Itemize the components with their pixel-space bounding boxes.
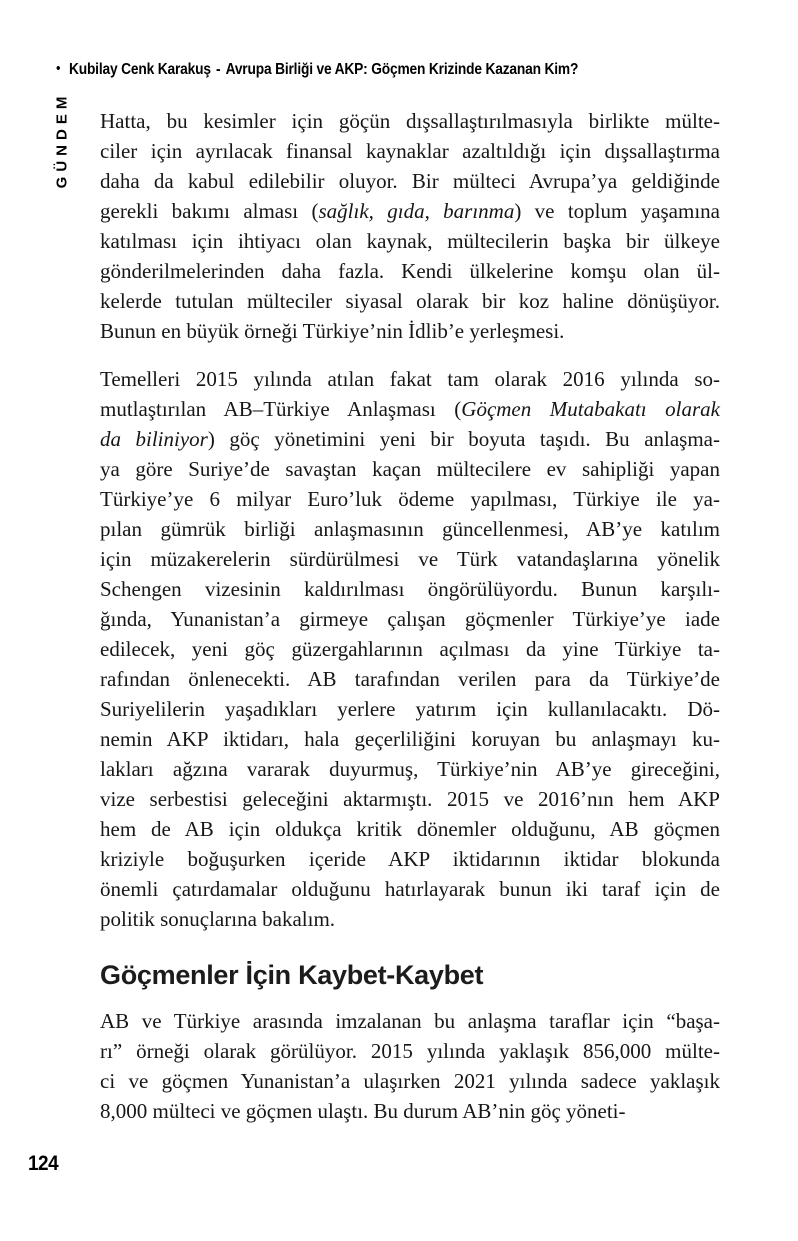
paragraph	[100, 364, 720, 934]
italic-segment: Göçmen Mutabakatı olarak	[461, 397, 720, 421]
text-segment: vize serbestisi geleceğini aktarmıştı. 2015 ve 2016’nın hem AKP	[100, 787, 720, 811]
body-line	[100, 316, 720, 346]
text-segment: Schengen vizesinin kaldırılması öngörülüyordu. Bunun karşılı-	[100, 577, 720, 601]
text-segment: edilecek, yeni göç güzergahlarının açılması da yine Türkiye ta-	[100, 637, 720, 661]
text-segment: Bunun en büyük örneği Türkiye’nin İdlib’e yerleşmesi.	[100, 319, 565, 343]
header-title: Avrupa Birliği ve AKP: Göçmen Krizinde Kazanan Kim?	[225, 61, 579, 78]
header-author: Kubilay Cenk Karakuş	[68, 61, 211, 78]
body-line	[100, 694, 720, 724]
body-line	[100, 634, 720, 664]
body-line	[100, 364, 720, 394]
body-line	[100, 424, 720, 454]
body-line	[100, 724, 720, 754]
body-line	[100, 874, 720, 904]
text-segment: katılması için ihtiyacı olan kaynak, mültecilerin başka bir ülkeye	[100, 229, 720, 253]
text-segment: hem de AB için oldukça kritik dönemler olduğunu, AB göçmen	[100, 817, 720, 841]
text-segment: için müzakerelerin sürdürülmesi ve Türk vatandaşlarına yönelik	[100, 547, 720, 571]
header-bullet-icon: •	[56, 60, 61, 77]
body-line	[100, 544, 720, 574]
header-separator: -	[215, 61, 221, 78]
text-segment: nemin AKP iktidarı, hala geçerliliğini koruyan bu anlaşmayı ku-	[100, 727, 720, 751]
body-line	[100, 814, 720, 844]
text-segment: politik sonuçlarına bakalım.	[100, 907, 336, 931]
body-line	[100, 754, 720, 784]
text-segment: kelerde tutulan mülteciler siyasal olarak bir koz haline dönüşüyor.	[100, 289, 720, 313]
text-segment: kriziyle boğuşurken içeride AKP iktidarının iktidar blokunda	[100, 847, 720, 871]
body-line	[100, 256, 720, 286]
margin-section-label: GÜNDEM	[53, 91, 71, 189]
text-segment: rafından önlenecekti. AB tarafından verilen para da Türkiye’de	[100, 667, 720, 691]
paragraph	[100, 106, 720, 346]
body-line	[100, 904, 720, 934]
body-line	[100, 1006, 720, 1036]
body-line	[100, 604, 720, 634]
text-segment: 8,000 mülteci ve göçmen ulaştı. Bu durum AB’nin göç yöneti-	[100, 1099, 626, 1123]
text-segment: Hatta, bu kesimler için göçün dışsallaştırılmasıyla birlikte mülte-	[100, 109, 720, 133]
running-header	[56, 61, 578, 79]
text-segment: ciler için ayrılacak finansal kaynaklar azaltıldığı için dışsallaştırma	[100, 139, 720, 163]
text-segment: önemli çatırdamalar olduğunu hatırlayarak bunun iki taraf için de	[100, 877, 720, 901]
text-segment: gönderilmelerinden daha fazla. Kendi ülkelerine komşu olan ül-	[100, 259, 720, 283]
body-line	[100, 664, 720, 694]
body-line	[100, 1036, 720, 1066]
body-line	[100, 484, 720, 514]
text-segment: ğında, Yunanistan’a girmeye çalışan göçmenler Türkiye’ye iade	[100, 607, 720, 631]
body-line	[100, 394, 720, 424]
body-line	[100, 844, 720, 874]
text-segment: rı” örneği olarak görülüyor. 2015 yılında yaklaşık 856,000 mülte-	[100, 1039, 720, 1063]
text-segment: pılan gümrük birliği anlaşmasının güncellenmesi, AB’ye katılım	[100, 517, 720, 541]
page-number: 124	[28, 1152, 59, 1175]
body-line	[100, 454, 720, 484]
body-line	[100, 226, 720, 256]
text-segment: mutlaştırılan AB–Türkiye Anlaşması (	[100, 397, 462, 421]
text-segment: AB ve Türkiye arasında imzalanan bu anlaşma taraflar için “başa-	[100, 1009, 720, 1033]
text-segment: ya göre Suriye’de savaştan kaçan mültecilere ev sahipliği yapan	[100, 457, 720, 481]
text-segment: lakları ağzına vararak duyurmuş, Türkiye’nin AB’ye gireceğini,	[100, 757, 720, 781]
text-segment: ) göç yönetimini yeni bir boyuta taşıdı. Bu anlaşma-	[207, 427, 720, 451]
body-line	[100, 166, 720, 196]
text-segment: Suriyelilerin yaşadıkları yerlere yatırım için kullanılacaktı. Dö-	[100, 697, 720, 721]
paragraph	[100, 1006, 720, 1126]
italic-segment: sağlık, gıda, barınma	[318, 199, 515, 223]
text-segment: gerekli bakımı alması (	[100, 199, 319, 223]
body-line	[100, 514, 720, 544]
body-line	[100, 136, 720, 166]
section-heading: Göçmenler İçin Kaybet-Kaybet	[100, 960, 484, 990]
text-segment: ) ve toplum yaşamına	[514, 199, 720, 223]
body-line	[100, 784, 720, 814]
body-line	[100, 196, 720, 226]
text-segment: Türkiye’ye 6 milyar Euro’luk ödeme yapılması, Türkiye ile ya-	[100, 487, 720, 511]
text-segment: daha da kabul edilebilir oluyor. Bir mülteci Avrupa’ya geldiğinde	[100, 169, 720, 193]
text-segment: Temelleri 2015 yılında atılan fakat tam olarak 2016 yılında so-	[100, 367, 720, 391]
body-line	[100, 1096, 720, 1126]
body-line	[100, 286, 720, 316]
italic-segment: da biliniyor	[100, 427, 208, 451]
body-line	[100, 1066, 720, 1096]
text-segment: ci ve göçmen Yunanistan’a ulaşırken 2021 yılında sadece yaklaşık	[100, 1069, 720, 1093]
body-line	[100, 106, 720, 136]
body-line	[100, 574, 720, 604]
